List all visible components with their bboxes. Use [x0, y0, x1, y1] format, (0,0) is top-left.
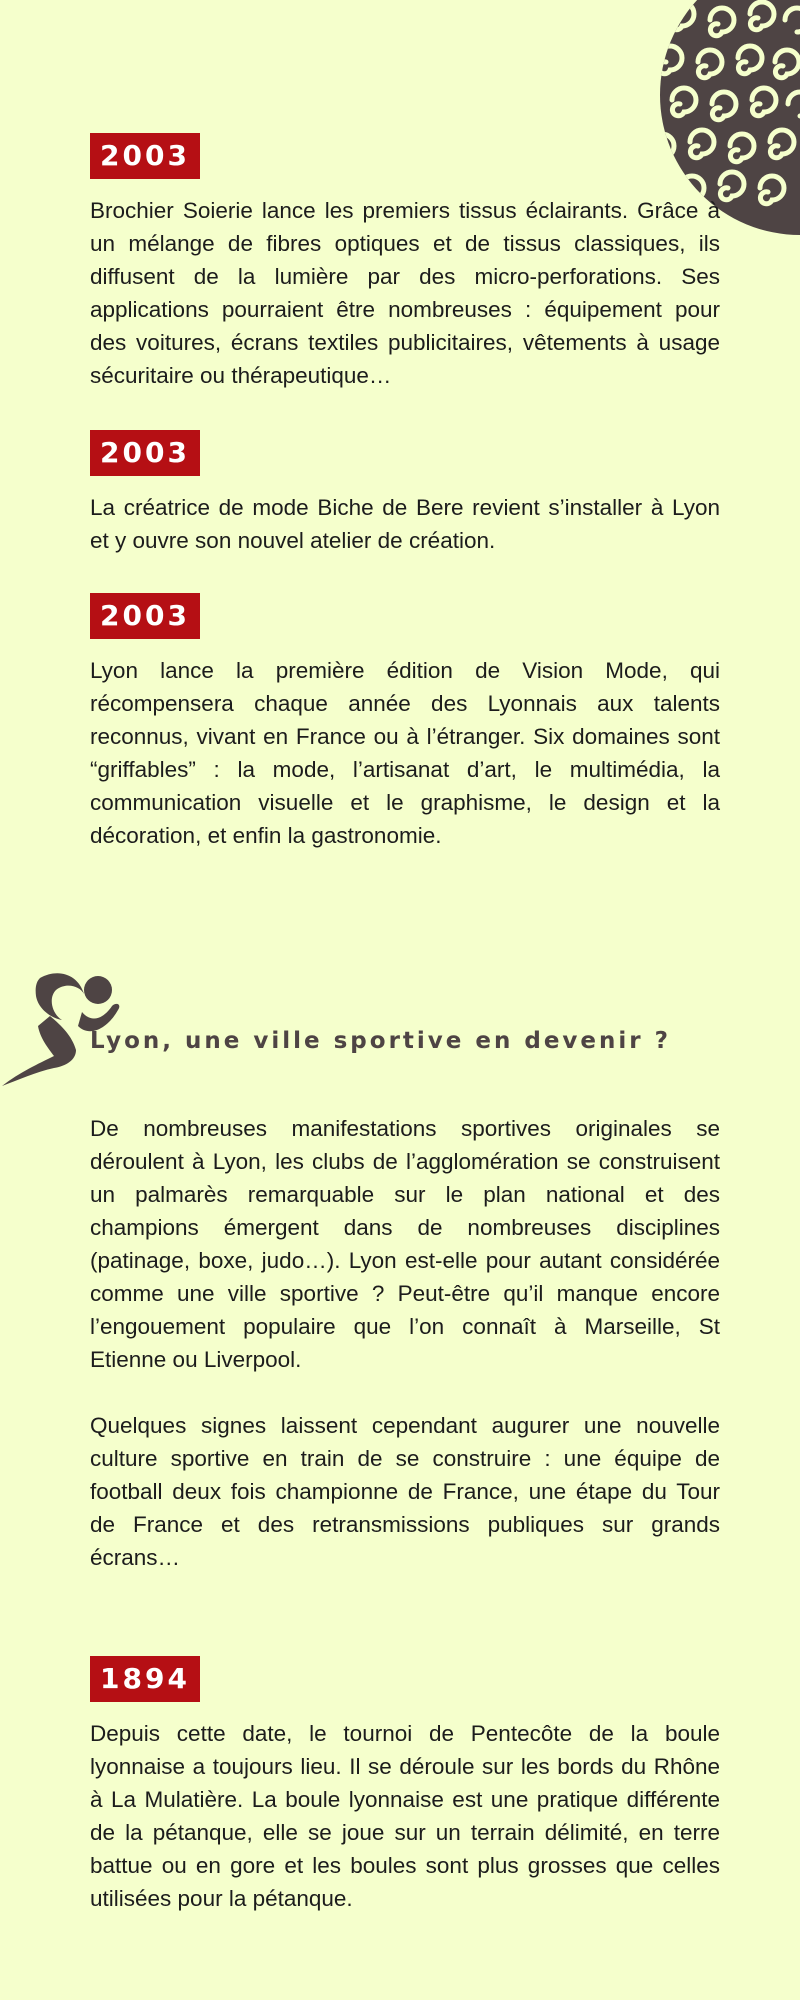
entry-text: Depuis cette date, le tournoi de Pentecôte de la boule lyonnaise a toujours lieu. Il se déroule sur les bords du Rhône à La Mulatière. La boule lyonnaise est une pratique différente de la pétanque, elle se joue sur un terrain délimité, en terre battue ou en gore et les boules sont plus grosses que celles utilisées pour la pétanque.: [90, 1721, 720, 1911]
year-badge: 1894: [90, 1656, 200, 1702]
year-badge: 2003: [90, 593, 200, 639]
entry-text: La créatrice de mode Biche de Bere revient s’installer à Lyon et y ouvre son nouvel atelier de création.: [90, 495, 720, 553]
entry-text: Brochier Soierie lance les premiers tissus éclairants. Grâce à un mélange de fibres optiques et de tissus classiques, ils diffusent de la lumière par des micro-perforations. Ses applications pourraient être nombreuses : équipement pour des voitures, écrans textiles publicitaires, vêtements à usage sécuritaire ou thérapeutique…: [90, 198, 720, 388]
year-badge: 2003: [90, 133, 200, 179]
section-paragraph: Quelques signes laissent cependant augurer une nouvelle culture sportive en train de se construire : une équipe de football deux fois championne de France, une étape du Tour de France et des retransmissions publiques sur grands écrans…: [90, 1413, 720, 1570]
year-badge: 2003: [90, 430, 200, 476]
section-title: Lyon, une ville sportive en devenir ?: [90, 1028, 671, 1054]
entry-text: Lyon lance la première édition de Vision Mode, qui récompensera chaque année des Lyonnais aux talents reconnus, vivant en France ou à l’étranger. Six domaines sont “griffables” : la mode, l’artisanat d’art, le multimédia, la communication visuelle et le graphisme, le design et la décoration, et enfin la gastronomie.: [90, 658, 720, 848]
section-paragraph: De nombreuses manifestations sportives originales se déroulent à Lyon, les clubs de l’agglomération se construisent un palmarès remarquable sur le plan national et des champions émergent dans de nombreuses disciplines (patinage, boxe, judo…). Lyon est-elle pour autant considérée comme une ville sportive ? Peut-être qu’il manque encore l’engouement populaire que l’on connaît à Marseille, St Etienne ou Liverpool.: [90, 1116, 720, 1372]
